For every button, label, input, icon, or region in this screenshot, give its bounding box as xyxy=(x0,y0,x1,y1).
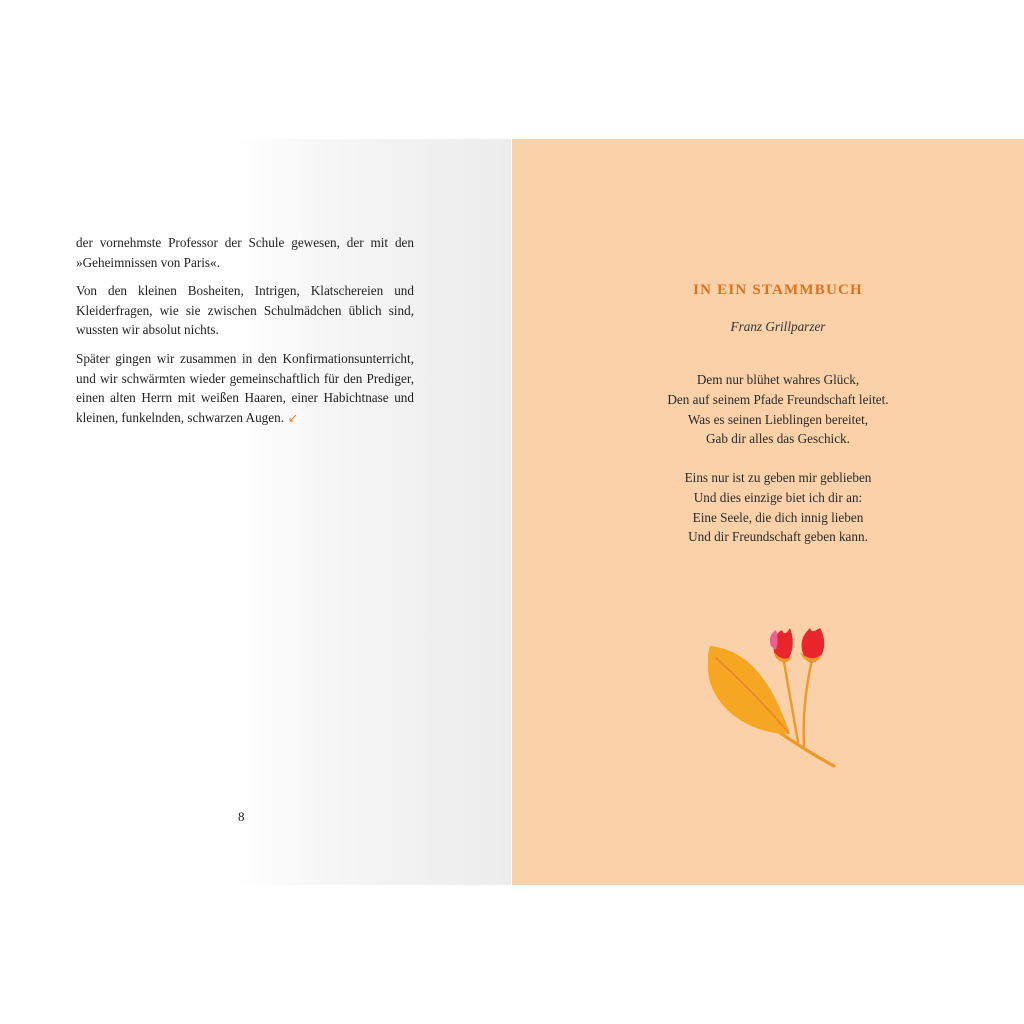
poem-line: Den auf seinem Pfade Freundschaft leitet. xyxy=(667,391,889,407)
paragraph: Von den kleinen Bosheiten, Intrigen, Klatschereien und Kleiderfragen, wie sie zwischen Schulmädchen üblich sind, wussten wir absolut nichts. xyxy=(76,283,414,338)
paragraph-text: Später gingen wir zusammen in den Konfirmationsunterricht, und wir schwärmten wieder gemeinschaftlich für den Prediger, einen alten Herrn mit weißen Haaren, einer Habichtnase und kleinen, funkelnden, schwarzen Augen. xyxy=(76,350,414,425)
right-page xyxy=(512,139,1024,885)
poem-line: Eine Seele, die dich innig lieben xyxy=(692,509,864,525)
poem-line: Gab dir alles das Geschick. xyxy=(706,431,850,447)
paragraph xyxy=(76,349,414,428)
poem-line: Und dies einzige biet ich dir an: xyxy=(693,489,863,505)
poem-line: Eins nur ist zu geben mir geblieben xyxy=(684,470,872,485)
poem-stanza xyxy=(512,468,1024,547)
book-spread xyxy=(0,139,1024,885)
poem-stanza xyxy=(512,370,1024,449)
arrow-down-left-icon: ↙ xyxy=(288,410,299,425)
paragraph: der vornehmste Professor der Schule gewesen, der mit den »Geheimnissen von Paris«. xyxy=(76,235,414,270)
page-number: 8 xyxy=(238,809,245,824)
poem-line: Und dir Freundschaft geben kann. xyxy=(688,529,868,545)
poem-author: Franz Grillparzer xyxy=(730,319,826,334)
poem-line: Dem nur blühet wahres Glück, xyxy=(696,372,860,387)
flower-branch-icon xyxy=(708,624,848,774)
left-page xyxy=(0,139,511,885)
poem-line: Was es seinen Lieblingen bereitet, xyxy=(687,411,869,427)
poem-title: IN EIN STAMMBUCH xyxy=(693,282,863,298)
body-text xyxy=(76,233,414,437)
